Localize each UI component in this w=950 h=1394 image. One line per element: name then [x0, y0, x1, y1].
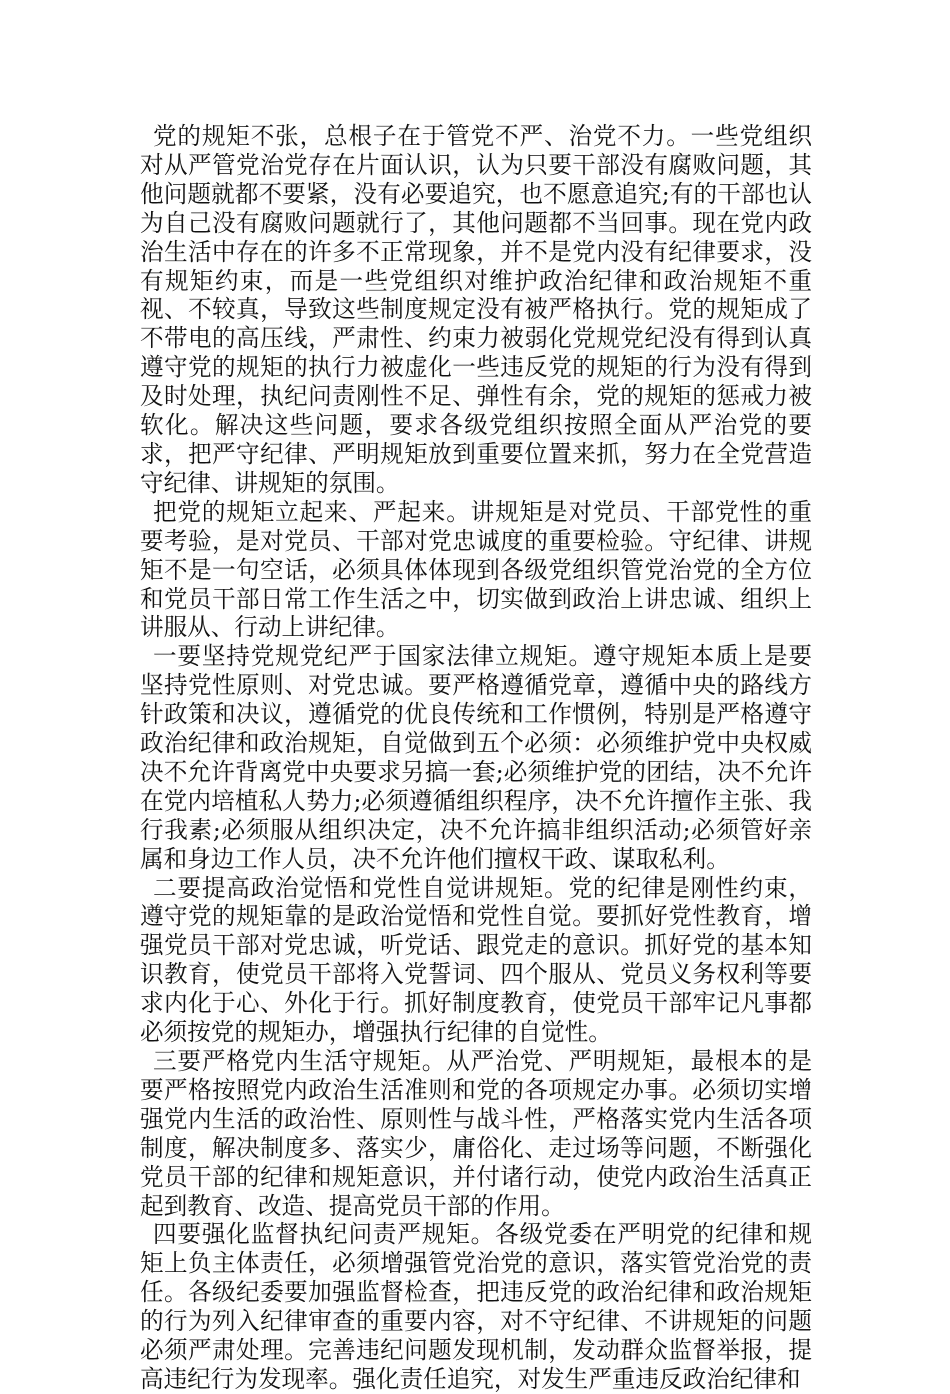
paragraph-4: 二要提高政治觉悟和党性自觉讲规矩。党的纪律是刚性约束，遵守党的规矩靠的是政治觉悟和党性自觉。要抓好党性教育，增强党员干部对党忠诚，听党话、跟党走的意识。抓好党的基本知识教育，使党员干部将入党誓词、四个服从、党员义务权利等要求内化于心、外化于行。抓好制度教育，使党员干部牢记凡事都必须按党的规矩办，增强执行纪律的自觉性。 [140, 873, 812, 1047]
paragraph-3: 一要坚持党规党纪严于国家法律立规矩。遵守规矩本质上是要坚持党性原则、对党忠诚。要严格遵循党章，遵循中央的路线方针政策和决议，遵循党的优良传统和工作惯例，特别是严格遵守政治纪律和政治规矩，自觉做到五个必须：必须维护党中央权威决不允许背离党中央要求另搞一套;必须维护党的团结，决不允许在党内培植私人势力;必须遵循组织程序，决不允许擅作主张、我行我素;必须服从组织决定，决不允许搞非组织活动;必须管好亲属和身边工作人员，决不允许他们擅权干政、谋取私利。 [140, 642, 812, 873]
paragraph-5: 三要严格党内生活守规矩。从严治党、严明规矩，最根本的是要严格按照党内政治生活准则和党的各项规定办事。必须切实增强党内生活的政治性、原则性与战斗性，严格落实党内生活各项制度，解决制度多、落实少，庸俗化、走过场等问题，不断强化党员干部的纪律和规矩意识，并付诸行动，使党内政治生活真正起到教育、改造、提高党员干部的作用。 [140, 1047, 812, 1220]
paragraph-1: 党的规矩不张，总根子在于管党不严、治党不力。一些党组织对从严管党治党存在片面认识，认为只要干部没有腐败问题，其他问题就都不要紧，没有必要追究，也不愿意追究;有的干部也认为自己没有腐败问题就行了，其他问题都不当回事。现在党内政治生活中存在的许多不正常现象，并不是党内没有纪律要求，没有规矩约束，而是一些党组织对维护政治纪律和政治规矩不重视、不较真，导致这些制度规定没有被严格执行。党的规矩成了不带电的高压线，严肃性、约束力被弱化党规党纪没有得到认真遵守党的规矩的执行力被虚化一些违反党的规矩的行为没有得到及时处理，执纪问责刚性不足、弹性有余，党的规矩的惩戒力被软化。解决这些问题，要求各级党组织按照全面从严治党的要求，把严守纪律、严明规矩放到重要位置来抓，努力在全党营造守纪律、讲规矩的氛围。 [140, 122, 812, 497]
paragraph-2: 把党的规矩立起来、严起来。讲规矩是对党员、干部党性的重要考验，是对党员、干部对党忠诚度的重要检验。守纪律、讲规矩不是一句空话，必须具体体现到各级党组织管党治党的全方位和党员干部日常工作生活之中，切实做到政治上讲忠诚、组织上讲服从、行动上讲纪律。 [140, 497, 812, 642]
document-body [140, 122, 812, 1394]
paragraph-6: 四要强化监督执纪问责严规矩。各级党委在严明党的纪律和规矩上负主体责任，必须增强管党治党的意识，落实管党治党的责任。各级纪委要加强监督检查，把违反党的政治纪律和政治规矩的行为列入纪律审查的重要内容，对不守纪律、不讲规矩的问题必须严肃处理。完善违纪问题发现机制，发动群众监督举报，提高违纪行为发现率。强化责任追究，对发生严重违反政治纪律和 [140, 1220, 812, 1393]
